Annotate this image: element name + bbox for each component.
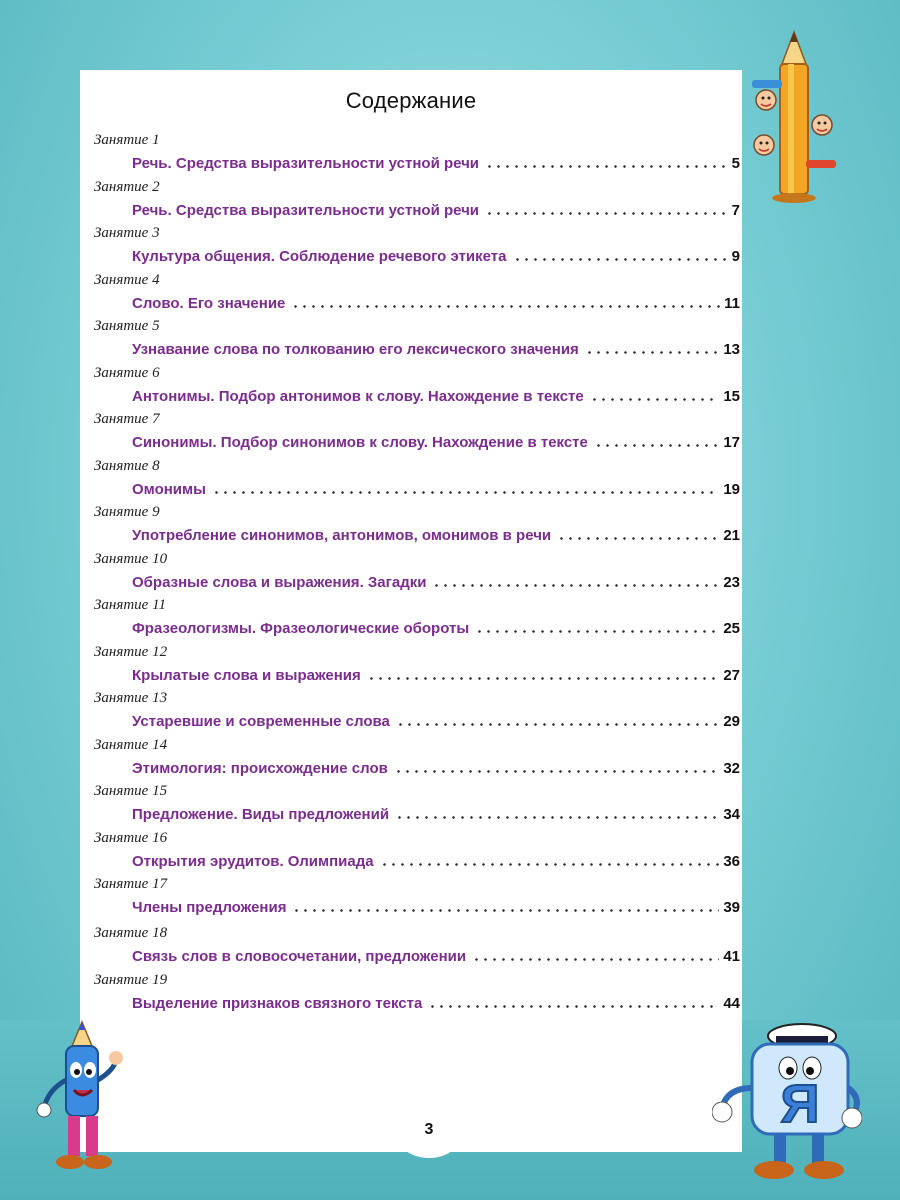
toc-entry (94, 925, 740, 973)
lesson-label: Занятие 15 (94, 783, 168, 799)
toc-entry (94, 225, 740, 273)
lesson-title: Синонимы. Подбор синонимов к слову. Нахождение в тексте (132, 434, 588, 451)
toc-entry (94, 690, 740, 738)
dot-leader (513, 258, 728, 261)
toc-line (132, 150, 740, 172)
page-title: Содержание (345, 88, 477, 113)
page-ref: 27 (723, 667, 740, 684)
page-ref: 39 (723, 899, 740, 916)
toc-entry (94, 972, 740, 1020)
lesson-title: Устаревшие и современные слова (132, 713, 390, 730)
page-ref: 15 (723, 388, 740, 405)
lesson-label: Занятие 9 (94, 504, 160, 520)
dot-leader (485, 212, 728, 215)
page-ref: 36 (723, 853, 740, 870)
lesson-title: Этимология: происхождение слов (132, 760, 388, 777)
dot-leader (485, 165, 728, 168)
dot-leader (557, 537, 719, 540)
page-ref: 19 (723, 481, 740, 498)
toc-line (132, 383, 740, 405)
pencil-characters-illustration (744, 30, 844, 205)
lesson-label: Занятие 14 (94, 737, 168, 753)
toc-line (132, 197, 740, 219)
dot-leader (394, 770, 719, 773)
toc-entry (94, 318, 740, 366)
lesson-title: Речь. Средства выразительности устной речи (132, 202, 480, 219)
page-ref: 32 (723, 760, 740, 777)
toc-entry (94, 876, 740, 924)
page-ref: 41 (723, 948, 740, 965)
lesson-label: Занятие 18 (94, 925, 168, 941)
page-ref: 34 (723, 806, 740, 823)
lesson-title: Образные слова и выражения. Загадки (132, 574, 427, 591)
lesson-title: Употребление синонимов, антонимов, омонимов в речи (132, 527, 552, 544)
toc-entry (94, 365, 740, 413)
lesson-label: Занятие 1 (94, 132, 160, 148)
lesson-title: Омонимы (132, 481, 206, 498)
dot-leader (594, 444, 719, 447)
lesson-label: Занятие 4 (94, 272, 160, 288)
toc-line (132, 476, 740, 498)
lesson-label: Занятие 2 (94, 179, 160, 195)
toc-entry (94, 830, 740, 878)
lesson-label: Занятие 19 (94, 972, 168, 988)
lesson-title: Речь. Средства выразительности устной речи (132, 155, 480, 172)
page-ref: 23 (723, 574, 740, 591)
page-ref: 25 (723, 620, 740, 637)
toc-entry (94, 551, 740, 599)
lesson-title: Культура общения. Соблюдение речевого этикета (132, 248, 507, 265)
page-ref: 7 (731, 202, 740, 219)
page-ref: 21 (723, 527, 740, 544)
letter-ya-sailor-illustration (712, 1018, 862, 1188)
page-number: 3 (394, 1102, 464, 1158)
toc-entry (94, 644, 740, 692)
toc-entry (94, 783, 740, 831)
lesson-label: Занятие 5 (94, 318, 160, 334)
lesson-title: Антонимы. Подбор антонимов к слову. Нахождение в тексте (132, 388, 584, 405)
toc-entry (94, 272, 740, 320)
lesson-title: Выделение признаков связного текста (132, 995, 423, 1012)
toc-line (132, 848, 740, 870)
dot-leader (472, 958, 719, 961)
toc-line (132, 615, 740, 637)
lesson-label: Занятие 10 (94, 551, 168, 567)
toc-entry (94, 411, 740, 459)
toc-line (132, 943, 740, 965)
toc-line (132, 569, 740, 591)
toc-line (132, 290, 740, 312)
dot-leader (292, 909, 719, 912)
lesson-label: Занятие 7 (94, 411, 160, 427)
lesson-title: Связь слов в словосочетании, предложении (132, 948, 467, 965)
lesson-label: Занятие 6 (94, 365, 160, 381)
toc-line (132, 894, 740, 916)
toc-entry (94, 179, 740, 227)
lesson-label: Занятие 3 (94, 225, 160, 241)
page-ref: 17 (723, 434, 740, 451)
lesson-title: Слово. Его значение (132, 295, 286, 312)
contents-page (80, 70, 742, 1152)
toc-entry (94, 458, 740, 506)
page-ref: 11 (724, 295, 740, 312)
dot-leader (291, 305, 720, 308)
dot-leader (396, 723, 719, 726)
dot-leader (428, 1005, 719, 1008)
toc-line (132, 522, 740, 544)
dot-leader (395, 816, 719, 819)
page-ref: 44 (723, 995, 740, 1012)
lesson-label: Занятие 13 (94, 690, 168, 706)
page-ref: 13 (723, 341, 740, 358)
toc-line (132, 801, 740, 823)
page-ref: 5 (731, 155, 740, 172)
lesson-label: Занятие 12 (94, 644, 168, 660)
lesson-label: Занятие 11 (94, 597, 166, 613)
toc-line (132, 755, 740, 777)
page-ref: 9 (731, 248, 740, 265)
dot-leader (367, 677, 720, 680)
toc-line (132, 990, 740, 1012)
lesson-label: Занятие 16 (94, 830, 168, 846)
toc-line (132, 662, 740, 684)
ya-letter: Я (780, 1074, 820, 1134)
lesson-title: Крылатые слова и выражения (132, 667, 361, 684)
dot-leader (590, 398, 720, 401)
pencil-mascot-illustration (36, 1020, 126, 1180)
dot-leader (475, 630, 719, 633)
lesson-title: Члены предложения (132, 899, 287, 916)
toc-entry (94, 597, 740, 645)
toc-entry (94, 132, 740, 180)
toc-entry (94, 737, 740, 785)
lesson-label: Занятие 17 (94, 876, 168, 892)
lesson-title: Узнавание слова по толкованию его лексического значения (132, 341, 579, 358)
lesson-title: Фразеологизмы. Фразеологические обороты (132, 620, 470, 637)
toc-line (132, 336, 740, 358)
dot-leader (380, 863, 720, 866)
toc-line (132, 708, 740, 730)
dot-leader (585, 351, 720, 354)
lesson-title: Открытия эрудитов. Олимпиада (132, 853, 374, 870)
lesson-title: Предложение. Виды предложений (132, 806, 390, 823)
toc-line (132, 243, 740, 265)
lesson-label: Занятие 8 (94, 458, 160, 474)
page-ref: 29 (723, 713, 740, 730)
toc-entry (94, 504, 740, 552)
dot-leader (432, 584, 719, 587)
dot-leader (212, 491, 719, 494)
toc-line (132, 429, 740, 451)
